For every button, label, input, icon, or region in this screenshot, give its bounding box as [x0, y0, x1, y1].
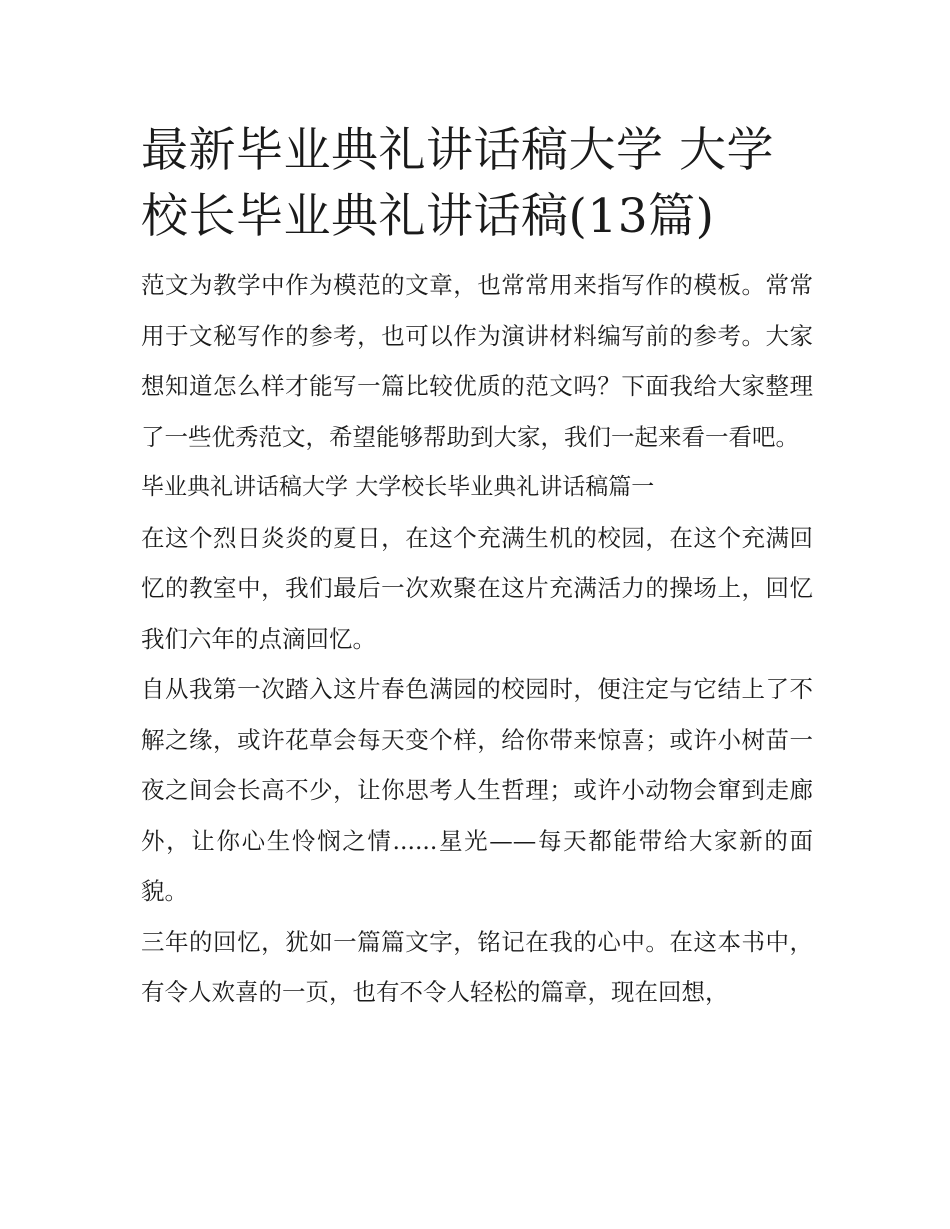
- document-page: [141, 118, 813, 1018]
- section-heading: 毕业典礼讲话稿大学 大学校长毕业典礼讲话稿篇一: [141, 474, 655, 500]
- document-title: 最新毕业典礼讲话稿大学 大学校长毕业典礼讲话稿(13篇): [141, 123, 774, 244]
- intro-paragraph: 范文为教学中作为模范的文章，也常常用来指写作的模板。常常用于文秘写作的参考，也可以作为演讲材料编写前的参考。大家想知道怎么样才能写一篇比较优质的范文吗？下面我给大家整理了一些优秀范文，希望能够帮助到大家，我们一起来看一看吧。: [141, 271, 813, 451]
- body-paragraph: 自从我第一次踏入这片春色满园的校园时，便注定与它结上了不解之缘，或许花草会每天变个样，给你带来惊喜；或许小树苗一夜之间会长高不少，让你思考人生哲理；或许小动物会窜到走廊外，让你心生怜悯之情......星光——每天都能带给大家新的面貌。: [141, 675, 813, 905]
- body-paragraph: 三年的回忆，犹如一篇篇文字，铭记在我的心中。在这本书中，有令人欢喜的一页，也有不令人轻松的篇章，现在回想，: [141, 927, 813, 1006]
- body-paragraph: 在这个烈日炎炎的夏日，在这个充满生机的校园，在这个充满回忆的教室中，我们最后一次欢聚在这片充满活力的操场上，回忆我们六年的点滴回忆。: [141, 523, 813, 653]
